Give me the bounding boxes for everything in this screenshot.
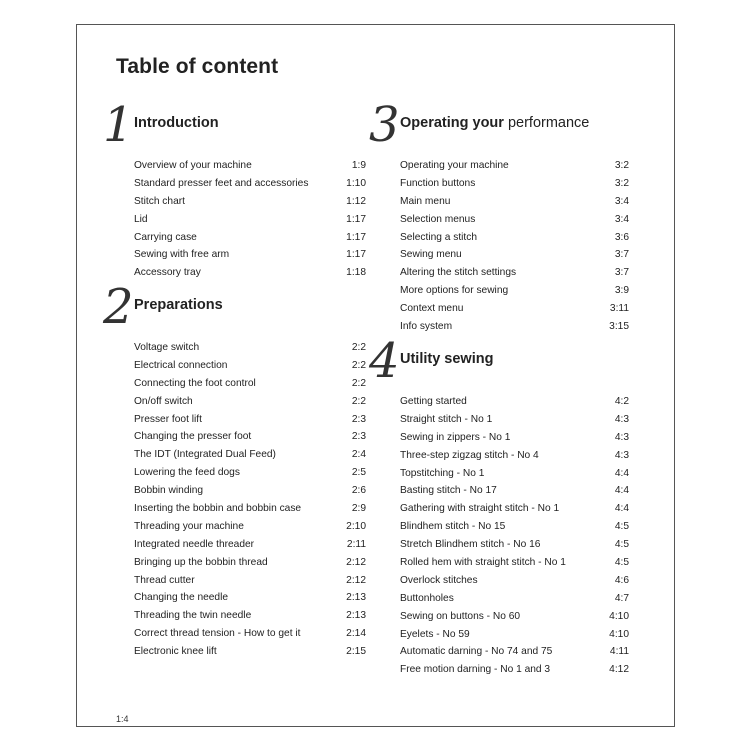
toc-entry: [400, 264, 629, 282]
toc-entry-label: Inserting the bobbin and bobbin case: [134, 503, 302, 515]
toc-entry: [400, 429, 629, 447]
toc-entry: [400, 175, 629, 193]
toc-entry: [400, 626, 629, 644]
toc-entry: [400, 608, 629, 626]
toc-entry-label: Lowering the feed dogs: [134, 467, 240, 479]
toc-entry: [400, 554, 629, 572]
toc-entry-label: Integrated needle threader: [134, 538, 255, 550]
toc-entry-page: 3:2: [614, 177, 629, 189]
toc-entry: [400, 282, 629, 300]
toc-entry-label: Bobbin winding: [134, 485, 204, 497]
toc-entry: [134, 157, 366, 175]
toc-entry-page: 2:2: [351, 359, 366, 371]
toc-entry-label: Overview of your machine: [134, 160, 252, 171]
toc-entry: [134, 625, 366, 643]
toc-entry-page: 2:4: [351, 449, 366, 461]
toc-entry: [134, 554, 366, 572]
toc-entry-label: Gathering with straight stitch - No 1: [400, 503, 560, 515]
toc-entry-page: 4:4: [614, 503, 629, 515]
section-heading-text: Introduction: [134, 115, 219, 131]
toc-entry-list: [134, 157, 366, 282]
toc-entry-page: 3:9: [614, 285, 629, 297]
toc-entry-page: 3:7: [614, 249, 629, 261]
toc-entry-label: Electronic knee lift: [134, 646, 217, 658]
toc-entry-label: Threading your machine: [134, 520, 244, 532]
toc-entry: [134, 375, 366, 393]
toc-entry-label: Straight stitch - No 1: [400, 413, 493, 425]
toc-entry: [400, 393, 629, 411]
toc-entry-page: 2:15: [346, 646, 366, 658]
toc-entry-page: 4:5: [614, 521, 629, 533]
toc-entry-label: More options for sewing: [400, 285, 509, 297]
toc-entry-page: 4:10: [609, 610, 629, 622]
toc-entry-page: 1:12: [346, 195, 366, 207]
toc-entry-label: Carrying case: [134, 231, 197, 243]
toc-entry: [134, 572, 366, 590]
toc-entry-label: Overlock stitches: [400, 574, 478, 586]
toc-entry-page: 2:9: [351, 503, 366, 515]
toc-entry-label: Selecting a stitch: [400, 231, 478, 243]
toc-entry-label: Changing the needle: [134, 592, 229, 604]
toc-entry-label: On/off switch: [134, 395, 193, 407]
toc-entry: [400, 193, 629, 211]
toc-entry-page: 2:13: [346, 610, 366, 622]
toc-entry-page: 3:11: [609, 303, 629, 315]
toc-entry-page: 3:7: [614, 267, 629, 279]
toc-entry-label: Blindhem stitch - No 15: [400, 521, 506, 533]
toc-entry-page: 3:4: [614, 195, 629, 207]
toc-entry-page: 3:6: [614, 231, 629, 243]
toc-entry-page: 2:2: [351, 377, 366, 389]
toc-entry: [134, 536, 366, 554]
toc-entry-page: 2:5: [351, 467, 366, 479]
toc-entry: [134, 589, 366, 607]
toc-entry-page: 3:4: [614, 213, 629, 225]
toc-entry-list: [134, 339, 366, 661]
toc-entry: [400, 229, 629, 247]
toc-entry-label: Automatic darning - No 74 and 75: [400, 646, 553, 658]
toc-entry-label: Context menu: [400, 303, 464, 315]
toc-entry: [400, 300, 629, 318]
toc-entry: [134, 393, 366, 411]
toc-entry-label: Correct thread tension - How to get it: [134, 628, 301, 640]
toc-entry-list: [400, 393, 629, 679]
toc-entry: [134, 175, 366, 193]
toc-entry-label: Bringing up the bobbin thread: [134, 556, 268, 568]
toc-entry-page: 2:2: [351, 395, 366, 407]
toc-entry-label: Getting started: [400, 396, 467, 407]
toc-entry-page: 2:12: [346, 574, 366, 586]
toc-entry-label: Voltage switch: [134, 342, 200, 353]
toc-entry-label: Buttonholes: [400, 592, 454, 604]
toc-entry-label: Lid: [134, 213, 148, 225]
toc-entry: [400, 465, 629, 483]
toc-entry: [134, 464, 366, 482]
section-number: 2: [103, 279, 134, 335]
toc-entry-label: Selection menus: [400, 213, 476, 225]
toc-entry: [134, 339, 366, 357]
manual-page: [76, 24, 675, 727]
toc-entry-page: 4:10: [609, 628, 629, 640]
toc-entry: [400, 447, 629, 465]
toc-entry: [400, 518, 629, 536]
toc-entry-page: 4:3: [614, 431, 629, 443]
toc-entry-page: 4:4: [614, 467, 629, 479]
toc-entry: [134, 482, 366, 500]
page-number: 1:4: [116, 714, 129, 724]
toc-entry-page: 2:14: [346, 628, 366, 640]
toc-entry-label: Connecting the foot control: [134, 377, 256, 389]
toc-entry-label: Basting stitch - No 17: [400, 485, 497, 497]
toc-entry-page: 2:2: [351, 342, 366, 353]
page-title: Table of content: [116, 55, 279, 78]
toc-entry-label: Topstitching - No 1: [400, 467, 485, 479]
toc-entry-label: Standard presser feet and accessories: [134, 177, 309, 189]
toc-entry: [400, 318, 629, 336]
toc-entry-page: 4:5: [614, 539, 629, 551]
toc-entry: [400, 500, 629, 518]
toc-entry: [400, 157, 629, 175]
toc-entry-page: 1:18: [346, 267, 366, 279]
toc-entry-page: 4:4: [614, 485, 629, 497]
toc-entry-label: Info system: [400, 321, 453, 333]
toc-entry-page: 4:3: [614, 449, 629, 461]
toc-entry-label: Thread cutter: [134, 574, 195, 586]
toc-entry-page: 4:6: [614, 574, 629, 586]
section-number: 1: [103, 97, 134, 153]
toc-entry: [134, 446, 366, 464]
toc-entry-page: 4:12: [609, 664, 629, 676]
toc-entry-label: Operating your machine: [400, 160, 509, 171]
toc-entry-page: 4:5: [614, 557, 629, 569]
toc-entry: [134, 264, 366, 282]
toc-entry-label: Free motion darning - No 1 and 3: [400, 664, 551, 676]
toc-entry-page: 2:13: [346, 592, 366, 604]
toc-entry: [134, 246, 366, 264]
toc-entry: [134, 607, 366, 625]
toc-entry: [134, 518, 366, 536]
toc-entry-label: Stitch chart: [134, 195, 185, 207]
toc-entry-page: 3:2: [614, 160, 629, 171]
toc-entry-page: 2:12: [346, 556, 366, 568]
toc-entry: [134, 643, 366, 661]
section-heading-text: Operating your: [400, 115, 504, 131]
toc-entry: [400, 643, 629, 661]
section-number: 4: [369, 333, 400, 389]
section-heading-utility-sewing: [400, 351, 493, 367]
section-heading-text: Preparations: [134, 297, 223, 313]
section-heading-introduction: [134, 115, 219, 131]
toc-entry-label: Accessory tray: [134, 267, 201, 279]
toc-entry-label: Eyelets - No 59: [400, 628, 470, 640]
toc-entry-label: Altering the stitch settings: [400, 267, 517, 279]
toc-entry-label: Threading the twin needle: [134, 610, 252, 622]
toc-entry-page: 1:9: [351, 160, 366, 171]
section-heading-preparations: [134, 297, 223, 313]
toc-entry-label: Sewing menu: [400, 249, 462, 261]
toc-entry-page: 4:2: [614, 396, 629, 407]
section-heading-text: Utility sewing: [400, 351, 494, 367]
toc-entry-label: Sewing on buttons - No 60: [400, 610, 521, 622]
toc-entry-label: Rolled hem with straight stitch - No 1: [400, 557, 566, 569]
toc-entry-list: [400, 157, 629, 336]
toc-entry: [134, 229, 366, 247]
toc-entry-page: 1:17: [346, 231, 366, 243]
toc-entry-label: Sewing with free arm: [134, 249, 230, 261]
toc-entry: [400, 590, 629, 608]
toc-entry-label: Three-step zigzag stitch - No 4: [400, 449, 539, 461]
toc-entry: [134, 193, 366, 211]
toc-entry-page: 2:6: [351, 485, 366, 497]
toc-entry-label: Function buttons: [400, 177, 476, 189]
toc-entry-label: Presser foot lift: [134, 413, 202, 425]
toc-entry-page: 1:17: [346, 249, 366, 261]
toc-entry: [400, 572, 629, 590]
toc-entry: [134, 411, 366, 429]
toc-entry: [134, 211, 366, 229]
toc-entry-label: Electrical connection: [134, 359, 228, 371]
toc-entry-page: 2:10: [346, 520, 366, 532]
toc-entry-page: 3:15: [609, 321, 629, 333]
toc-entry-page: 4:7: [614, 592, 629, 604]
section-heading-operating-your-performance: [400, 115, 589, 131]
toc-entry-page: 1:10: [346, 177, 366, 189]
toc-entry-page: 2:11: [346, 538, 366, 550]
toc-entry-label: Main menu: [400, 195, 451, 207]
toc-entry-page: 4:11: [609, 646, 629, 658]
toc-entry: [400, 211, 629, 229]
toc-entry-page: 4:3: [614, 413, 629, 425]
toc-entry-label: Changing the presser foot: [134, 431, 252, 443]
toc-entry: [134, 500, 366, 518]
toc-entry-label: Sewing in zippers - No 1: [400, 431, 511, 443]
toc-entry-label: The IDT (Integrated Dual Feed): [134, 449, 276, 461]
toc-entry: [400, 482, 629, 500]
toc-entry: [400, 536, 629, 554]
toc-entry-label: Stretch Blindhem stitch - No 16: [400, 539, 541, 551]
toc-entry: [400, 661, 629, 679]
toc-entry: [400, 411, 629, 429]
toc-entry-page: 2:3: [351, 413, 366, 425]
toc-entry: [134, 357, 366, 375]
toc-entry-page: 1:17: [346, 213, 366, 225]
section-number: 3: [369, 97, 400, 153]
section-heading-suffix: performance: [507, 115, 590, 131]
toc-entry: [134, 428, 366, 446]
toc-entry-page: 2:3: [351, 431, 366, 443]
toc-entry: [400, 246, 629, 264]
